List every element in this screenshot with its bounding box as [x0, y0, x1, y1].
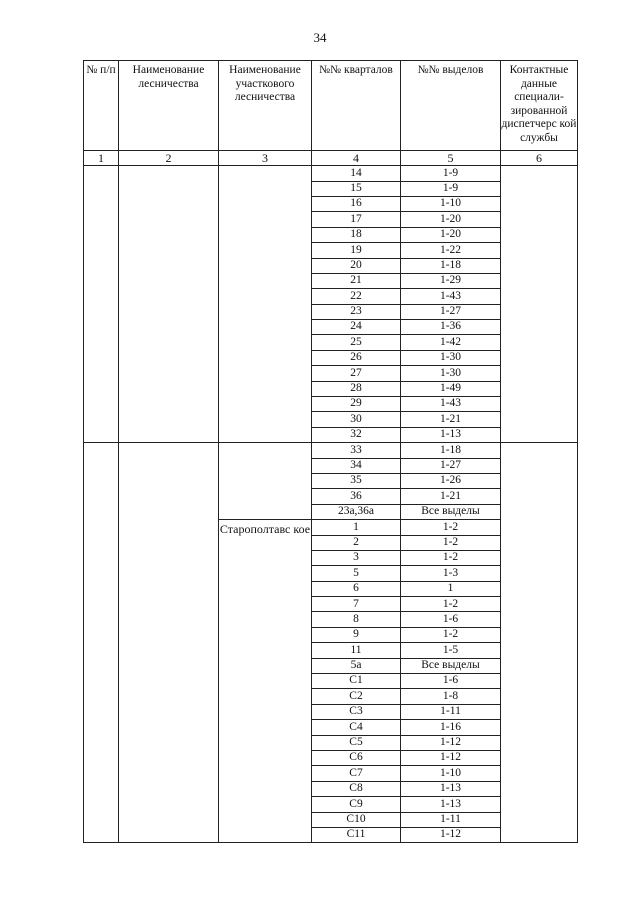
table-row	[84, 443, 578, 458]
kvartal-cell: 24	[312, 320, 401, 335]
vydel-cell: 1-13	[401, 797, 501, 812]
vydel-cell: 1-42	[401, 335, 501, 350]
vydel-cell: 1-11	[401, 704, 501, 719]
kvartal-cell: С8	[312, 781, 401, 796]
kvartal-cell: 9	[312, 627, 401, 642]
kvartal-cell: 28	[312, 381, 401, 396]
kvartal-cell: 14	[312, 166, 401, 181]
vydel-cell: 1-22	[401, 243, 501, 258]
vydel-cell: 1-18	[401, 258, 501, 273]
kvartal-cell: 25	[312, 335, 401, 350]
vydel-cell: 1-20	[401, 227, 501, 242]
column-number: 3	[219, 151, 312, 166]
kvartal-cell: С9	[312, 797, 401, 812]
kvartal-cell: 33	[312, 443, 401, 458]
vydel-cell: 1-6	[401, 612, 501, 627]
kvartal-cell: 23	[312, 304, 401, 319]
vydel-cell: 1-10	[401, 766, 501, 781]
vydel-cell: 1-36	[401, 320, 501, 335]
vydel-cell: 1-12	[401, 735, 501, 750]
kvartal-cell: С11	[312, 827, 401, 842]
uchastkovoe-cell	[219, 443, 312, 520]
kvartal-cell: С7	[312, 766, 401, 781]
kvartal-cell: 34	[312, 458, 401, 473]
forest-quarters-table	[83, 60, 578, 843]
kvartal-cell: 27	[312, 366, 401, 381]
kvartal-cell: 16	[312, 196, 401, 211]
vydel-cell: 1-27	[401, 304, 501, 319]
vydel-cell: 1-16	[401, 720, 501, 735]
uchastkovoe-cell	[219, 166, 312, 443]
kvartal-cell: 19	[312, 243, 401, 258]
kvartal-cell: 15	[312, 181, 401, 196]
vydel-cell: 1-26	[401, 473, 501, 488]
kvartal-cell: 8	[312, 612, 401, 627]
kvartal-cell: С1	[312, 674, 401, 689]
kvartal-cell: 6	[312, 581, 401, 596]
column-number-row	[84, 151, 578, 166]
vydel-cell: 1-2	[401, 535, 501, 550]
kvartal-cell: С5	[312, 735, 401, 750]
vydel-cell: 1-43	[401, 397, 501, 412]
kvartal-cell: С4	[312, 720, 401, 735]
kvartal-cell: 3	[312, 550, 401, 565]
vydel-cell: 1-30	[401, 350, 501, 365]
vydel-cell: 1-2	[401, 520, 501, 535]
vydel-cell: 1-21	[401, 489, 501, 504]
kvartal-cell: С2	[312, 689, 401, 704]
kvartal-cell: С6	[312, 751, 401, 766]
kvartal-cell: 26	[312, 350, 401, 365]
column-number: 1	[84, 151, 119, 166]
kvartal-cell: 2	[312, 535, 401, 550]
vydel-cell: 1-3	[401, 566, 501, 581]
kvartal-cell: 36	[312, 489, 401, 504]
header-kvartaly: №№ кварталов	[312, 61, 401, 151]
column-number: 5	[401, 151, 501, 166]
lesnichestvo-cell	[119, 166, 219, 443]
number-cell	[84, 443, 119, 843]
kvartal-cell: С10	[312, 812, 401, 827]
vydel-cell: 1-21	[401, 412, 501, 427]
column-number: 2	[119, 151, 219, 166]
vydel-cell: 1-2	[401, 550, 501, 565]
kvartal-cell: 11	[312, 643, 401, 658]
vydel-cell: 1-12	[401, 827, 501, 842]
vydel-cell: 1-9	[401, 166, 501, 181]
contacts-cell	[501, 166, 578, 443]
vydel-cell: 1-9	[401, 181, 501, 196]
lesnichestvo-cell	[119, 443, 219, 843]
kvartal-cell: 5	[312, 566, 401, 581]
vydel-cell: 1-12	[401, 751, 501, 766]
kvartal-cell: С3	[312, 704, 401, 719]
vydel-cell: 1-10	[401, 196, 501, 211]
vydel-cell: Все выделы	[401, 658, 501, 673]
vydel-cell: 1-13	[401, 781, 501, 796]
kvartal-cell: 29	[312, 397, 401, 412]
vydel-cell: 1-2	[401, 627, 501, 642]
vydel-cell: 1-11	[401, 812, 501, 827]
vydel-cell: 1-18	[401, 443, 501, 458]
vydel-cell: 1-30	[401, 366, 501, 381]
column-number: 4	[312, 151, 401, 166]
header-lesnichestvo: Наименование лесничества	[119, 61, 219, 151]
kvartal-cell: 20	[312, 258, 401, 273]
header-row	[84, 61, 578, 151]
header-vydely: №№ выделов	[401, 61, 501, 151]
vydel-cell: 1-2	[401, 597, 501, 612]
vydel-cell: 1-6	[401, 674, 501, 689]
vydel-cell: Все выделы	[401, 504, 501, 519]
vydel-cell: 1	[401, 581, 501, 596]
vydel-cell: 1-8	[401, 689, 501, 704]
page-number: 34	[313, 30, 327, 45]
kvartal-cell: 5а	[312, 658, 401, 673]
kvartal-cell: 32	[312, 427, 401, 442]
vydel-cell: 1-13	[401, 427, 501, 442]
vydel-cell: 1-29	[401, 273, 501, 288]
header-number: № п/п	[84, 61, 119, 151]
column-number: 6	[501, 151, 578, 166]
kvartal-cell: 35	[312, 473, 401, 488]
vydel-cell: 1-49	[401, 381, 501, 396]
kvartal-cell: 23а,36а	[312, 504, 401, 519]
kvartal-cell: 1	[312, 520, 401, 535]
kvartal-cell: 30	[312, 412, 401, 427]
header-contacts: Контактные данные специали-зированной диспетчерс кой службы	[501, 61, 578, 151]
vydel-cell: 1-27	[401, 458, 501, 473]
kvartal-cell: 7	[312, 597, 401, 612]
header-uchastkovoe: Наименование участкового лесничества	[219, 61, 312, 151]
kvartal-cell: 17	[312, 212, 401, 227]
vydel-cell: 1-5	[401, 643, 501, 658]
number-cell	[84, 166, 119, 443]
kvartal-cell: 22	[312, 289, 401, 304]
contacts-cell	[501, 443, 578, 843]
uchastkovoe-name-cell: Старополтавс кое	[219, 520, 312, 843]
kvartal-cell: 21	[312, 273, 401, 288]
kvartal-cell: 18	[312, 227, 401, 242]
table-row	[84, 166, 578, 181]
vydel-cell: 1-43	[401, 289, 501, 304]
vydel-cell: 1-20	[401, 212, 501, 227]
